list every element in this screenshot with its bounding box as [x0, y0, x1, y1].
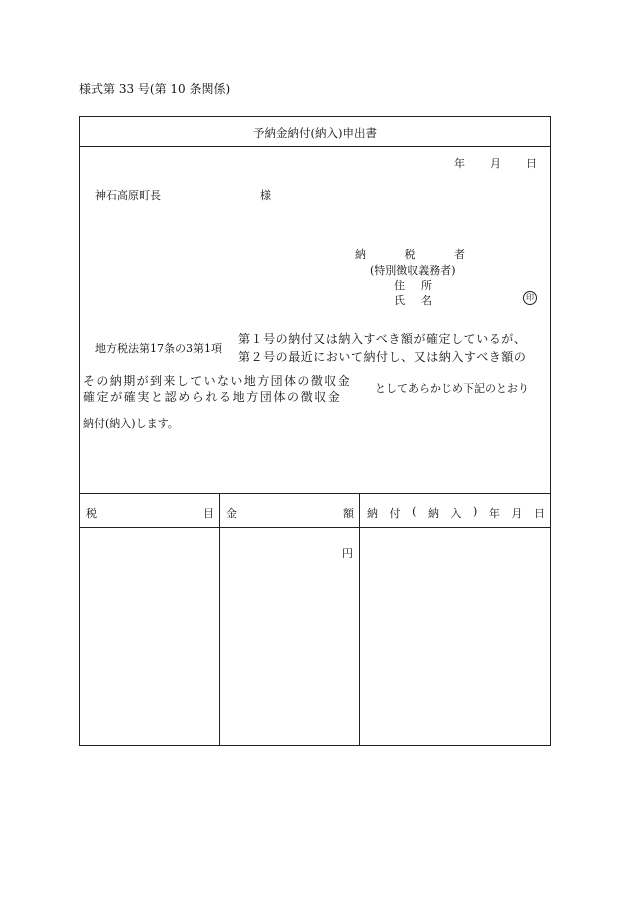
addressee-name: 神石高原町長	[95, 189, 161, 202]
cell-payment-date[interactable]	[360, 528, 550, 746]
addressee-honorific: 様	[260, 189, 271, 202]
form-number: 様式第 33 号(第 10 条関係)	[79, 82, 231, 96]
header-amount: 金 額	[226, 507, 354, 520]
continuation: としてあらかじめ下記のとおり	[375, 382, 529, 395]
option-1: 第１号の納付又は納入すべき額が確定しているが、	[238, 332, 527, 346]
application-form	[79, 116, 551, 746]
date-month: 月	[490, 157, 501, 170]
title-divider	[80, 146, 550, 147]
header-payment-date: 納 付 ( 納 入 ) 年 月 日	[367, 505, 545, 520]
applicant-role-sub: (特別徴収義務者)	[370, 264, 456, 277]
name-label: 氏 名	[394, 294, 432, 307]
closing-text: 納付(納入)します。	[83, 417, 179, 430]
date-day: 日	[526, 157, 537, 170]
yen-unit: 円	[342, 547, 353, 560]
document-title: 予納金納付(納入)申出書	[253, 126, 377, 140]
address-label: 住 所	[394, 279, 432, 292]
law-reference: 地方税法第17条の3第1項	[95, 342, 222, 355]
cell-tax-item[interactable]	[80, 528, 219, 746]
option-2: 第２号の最近において納付し、又は納入すべき額の	[238, 350, 527, 364]
phrase-b: 確定が確実と認められる地方団体の徴収金	[83, 390, 342, 404]
header-tax-item: 税 目	[86, 507, 214, 520]
phrase-a: その納期が到来していない地方団体の徴収金	[83, 374, 352, 388]
cell-amount[interactable]	[220, 528, 359, 746]
table-top-line	[80, 493, 550, 494]
seal-mark: 印	[523, 291, 537, 305]
date-year: 年	[454, 157, 465, 170]
applicant-role: 納 税 者	[355, 248, 465, 261]
